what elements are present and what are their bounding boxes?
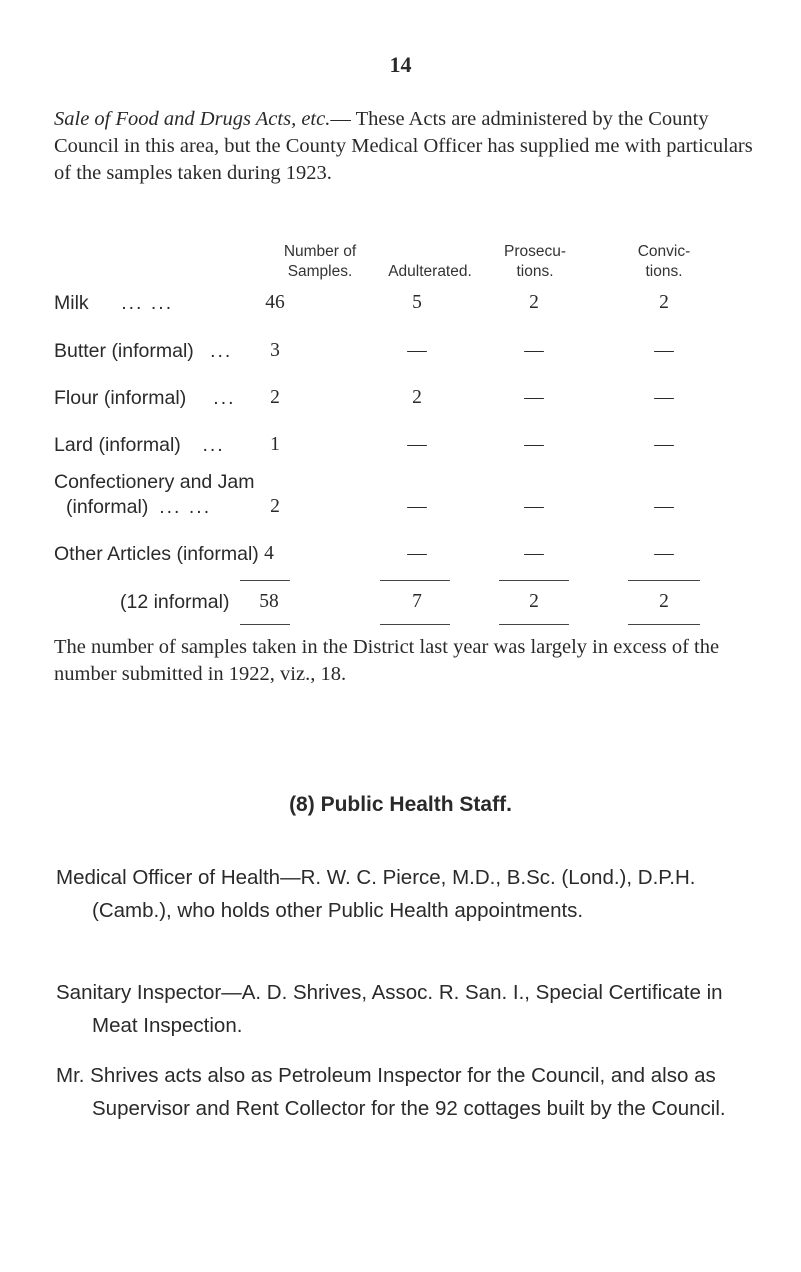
cell-butter-convictions: —	[654, 340, 674, 361]
row-label-other-articles: Other Articles (informal)	[54, 543, 259, 565]
after-table-paragraph: The number of samples taken in the District last year was largely in excess of the number submitted in 1922, viz., 18.	[54, 636, 720, 685]
cell-milk-prosecutions: 2	[529, 292, 539, 313]
row-label-text: Flour (informal)	[54, 387, 187, 409]
cell-flour-prosecutions: —	[524, 387, 544, 408]
row-label-text: Lard (informal)	[54, 434, 181, 456]
header-samples	[260, 242, 380, 282]
row-label-confectionery: Confectionery and Jam	[54, 471, 255, 493]
cell-other-prosecutions: —	[524, 543, 544, 564]
intro-paragraph	[54, 106, 754, 187]
row-label-lard	[54, 433, 225, 457]
row-label-milk	[54, 291, 173, 315]
row-label-butter	[54, 339, 232, 363]
cell-lard-samples: 1	[270, 434, 280, 455]
rule-bottom-samples	[240, 624, 290, 625]
total-prosecutions: 2	[529, 591, 539, 612]
header-prosecutions-line2: tions.	[516, 263, 554, 280]
header-prosecutions	[490, 242, 580, 282]
cell-flour-adulterated: 2	[412, 387, 422, 408]
row-label-text: (informal)	[66, 496, 149, 518]
cell-butter-prosecutions: —	[524, 340, 544, 361]
cell-butter-adulterated: —	[407, 340, 427, 361]
total-convictions: 2	[659, 591, 669, 612]
staff-petroleum-inspector-note: Mr. Shrives acts also as Petroleum Inspector for the Council, and also as Supervisor and Rent Collector for the 92 cottages built by the Council.	[56, 1064, 726, 1120]
cell-flour-samples: 2	[270, 387, 280, 408]
header-samples-line2: Samples.	[287, 263, 353, 280]
rule-top-convictions	[628, 580, 700, 581]
cell-lard-convictions: —	[654, 434, 674, 455]
header-adulterated: Adulterated.	[388, 263, 472, 280]
row-dots: ... ...	[159, 496, 212, 518]
cell-lard-adulterated: —	[407, 434, 427, 455]
cell-lard-prosecutions: —	[524, 434, 544, 455]
rule-top-adulterated	[380, 580, 450, 581]
cell-milk-convictions: 2	[659, 292, 669, 313]
header-samples-line1: Number of	[283, 243, 357, 260]
row-label-text: Milk	[54, 292, 89, 314]
rule-bottom-adulterated	[380, 624, 450, 625]
row-dots: ...	[213, 387, 236, 409]
intro-title: Sale of Food and Drugs Acts, etc.	[54, 108, 331, 130]
section-title: (8) Public Health Staff.	[289, 793, 512, 816]
header-prosecutions-line1: Prosecu-	[503, 243, 567, 260]
rule-bottom-convictions	[628, 624, 700, 625]
cell-other-convictions: —	[654, 543, 674, 564]
cell-milk-samples: 46	[265, 292, 285, 313]
total-samples: 58	[259, 591, 279, 612]
row-label-flour	[54, 386, 236, 410]
staff-medical-officer: Medical Officer of Health—R. W. C. Pierce, M.D., B.Sc. (Lond.), D.P.H. (Camb.), who holds other Public Health appointments.	[56, 866, 696, 922]
total-label: (12 informal)	[120, 591, 230, 613]
total-adulterated: 7	[412, 591, 422, 612]
cell-confectionery-adulterated: —	[407, 496, 427, 517]
cell-confectionery-prosecutions: —	[524, 496, 544, 517]
header-convictions-line1: Convic-	[637, 243, 691, 260]
row-dots: ... ...	[121, 292, 174, 314]
cell-flour-convictions: —	[654, 387, 674, 408]
row-label-confectionery-line2	[66, 495, 211, 519]
row-dots: ...	[202, 434, 225, 456]
cell-butter-samples: 3	[270, 340, 280, 361]
cell-confectionery-samples: 2	[270, 496, 280, 517]
cell-other-adulterated: —	[407, 543, 427, 564]
row-label-text: Butter (informal)	[54, 340, 194, 362]
cell-other-samples: 4	[264, 543, 274, 564]
rule-top-samples	[240, 580, 290, 581]
rule-bottom-prosecutions	[499, 624, 569, 625]
cell-confectionery-convictions: —	[654, 496, 674, 517]
row-dots: ...	[210, 340, 233, 362]
header-convictions	[619, 242, 709, 282]
rule-top-prosecutions	[499, 580, 569, 581]
staff-sanitary-inspector: Sanitary Inspector—A. D. Shrives, Assoc. R. San. I., Special Certificate in Meat Inspection.	[56, 981, 723, 1037]
cell-milk-adulterated: 5	[412, 292, 422, 313]
header-convictions-line2: tions.	[645, 263, 683, 280]
page-number: 14	[389, 52, 412, 77]
intro-text: — These Acts are administered by the County Council in this area, but the County Medical Officer has supplied me with particulars of the samples taken during 1923.	[54, 108, 753, 184]
